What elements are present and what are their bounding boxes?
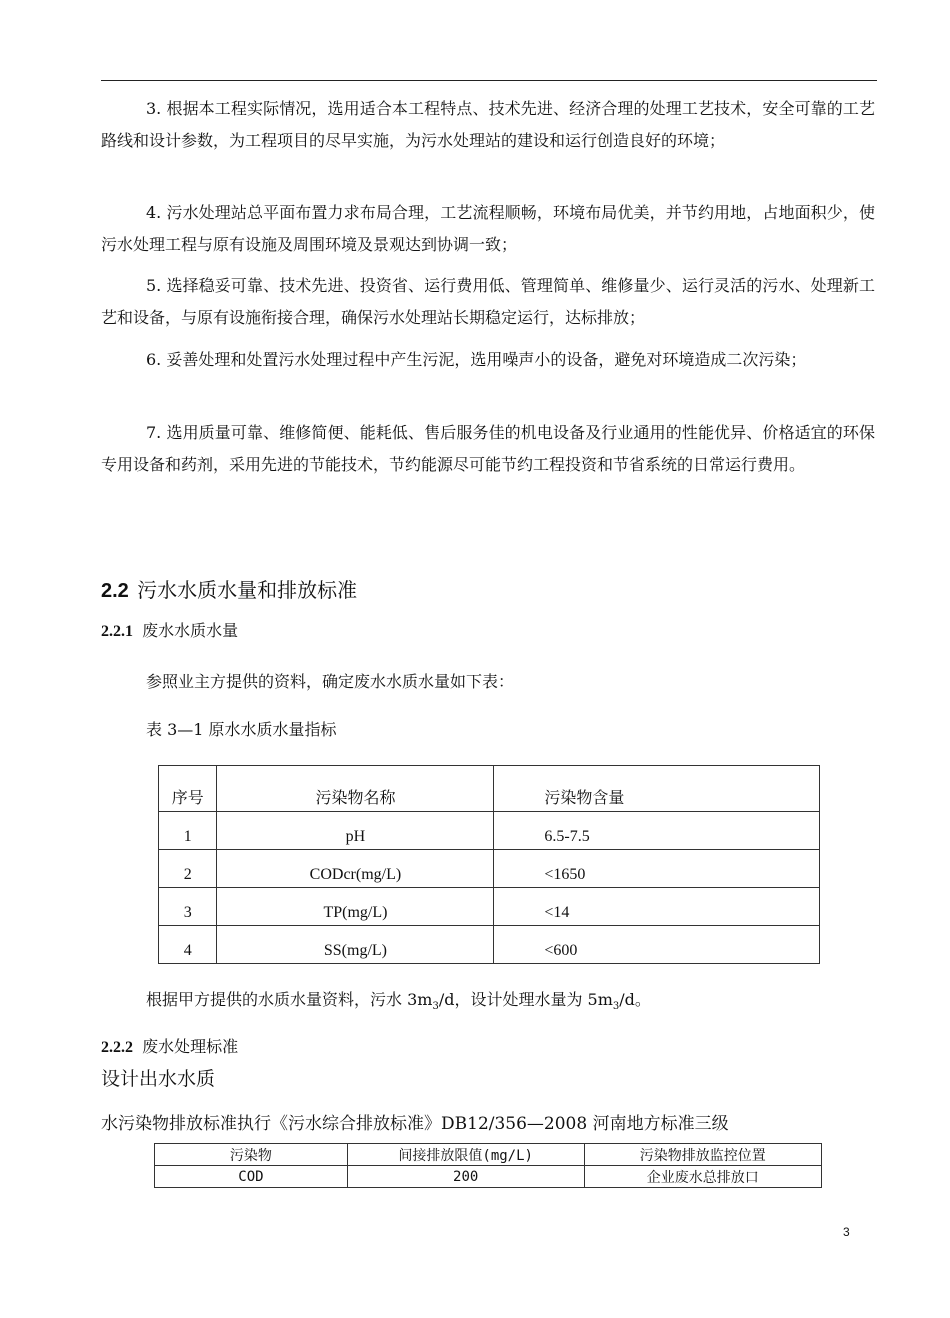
table-cell: TP(mg/L) [217,888,494,926]
table-row [159,850,820,888]
table-cell: 企业废水总排放口 [584,1166,821,1188]
table-cell: 200 [347,1166,584,1188]
design-heading: 设计出水水质 [101,1068,216,1090]
table-row [159,812,820,850]
section-number: 2.2.1 [101,623,133,640]
paragraph-3: 3. 根据本工程实际情况，选用适合本工程特点、技术先进、经济合理的处理工艺技术，安全可靠的工艺路线和设计参数，为工程项目的尽早实施，为污水处理站的建设和运行创造良好的环境； [101,99,875,150]
intro-text: 参照业主方提供的资料，确定废水水质水量如下表： [146,672,515,691]
section-title: 污水水质水量和排放标准 [137,578,358,602]
table-cell: SS(mg/L) [217,926,494,964]
standard-text: 水污染物排放标准执行《污水综合排放标准》DB12/356—2008 河南地方标准三级 [101,1114,729,1134]
table-cell: COD [155,1166,348,1188]
water-quality-table [158,765,820,964]
table1-caption: 表 3—1 原水水质水量指标 [146,720,337,739]
flow-text-sub: 3 [432,1001,439,1013]
discharge-standard-table [154,1143,822,1188]
table-header-row [155,1144,822,1166]
table-row [155,1166,822,1188]
flow-text-sub: 3 [612,1001,620,1013]
page-number: 3 [843,1225,850,1239]
section-number: 2.2 [101,580,129,602]
table-cell: 4 [159,926,217,964]
table-cell: 2 [159,850,217,888]
paragraph-6: 6. 妥善处理和处置污水处理过程中产生污泥，选用噪声小的设备，避免对环境造成二次污染； [146,350,807,369]
header-cell: 污染物排放监控位置 [584,1144,821,1166]
header-rule [101,80,877,81]
paragraph-4: 4. 污水处理站总平面布置力求布局合理，工艺流程顺畅，环境布局优美，并节约用地，占地面积少，使污水处理工程与原有设施及周围环境及景观达到协调一致； [101,203,875,254]
flow-text-part: 根据甲方提供的水质水量资料，污水 3m [146,990,433,1009]
section-heading-2-2-1 [101,618,238,641]
header-cell: 污染物 [155,1144,348,1166]
table-cell: <600 [494,926,820,964]
header-cell: 间接排放限值(mg/L) [347,1144,584,1166]
section-heading-2-2-2 [101,1034,238,1057]
section-title: 废水处理标准 [142,1037,239,1056]
flow-text [146,987,651,1012]
section-number: 2.2.2 [101,1039,133,1056]
table-cell: <1650 [494,850,820,888]
table-cell: 6.5-7.5 [494,812,820,850]
table-cell: <14 [494,888,820,926]
header-cell: 序号 [159,766,217,812]
table-cell: 3 [159,888,217,926]
header-cell: 污染物含量 [494,766,820,812]
flow-text-part: /d。 [619,990,651,1009]
table-row [159,926,820,964]
table-cell: pH [217,812,494,850]
paragraph-5: 5. 选择稳妥可靠、技术先进、投资省、运行费用低、管理简单、维修量少、运行灵活的污水、处理新工艺和设备，与原有设施衔接合理，确保污水处理站长期稳定运行，达标排放； [101,276,875,327]
flow-text-part: /d，设计处理水量为 5m [438,990,613,1009]
paragraph-7: 7. 选用质量可靠、维修简便、能耗低、售后服务佳的机电设备及行业通用的性能优异、价格适宜的环保专用设备和药剂，采用先进的节能技术，节约能源尽可能节约工程投资和节省系统的日常运行费用。 [101,423,875,474]
table-cell: 1 [159,812,217,850]
section-heading-2-2 [101,574,357,603]
header-cell: 污染物名称 [217,766,494,812]
section-title: 废水水质水量 [142,621,239,640]
table-row [159,888,820,926]
table-header-row [159,766,820,812]
table-cell: CODcr(mg/L) [217,850,494,888]
